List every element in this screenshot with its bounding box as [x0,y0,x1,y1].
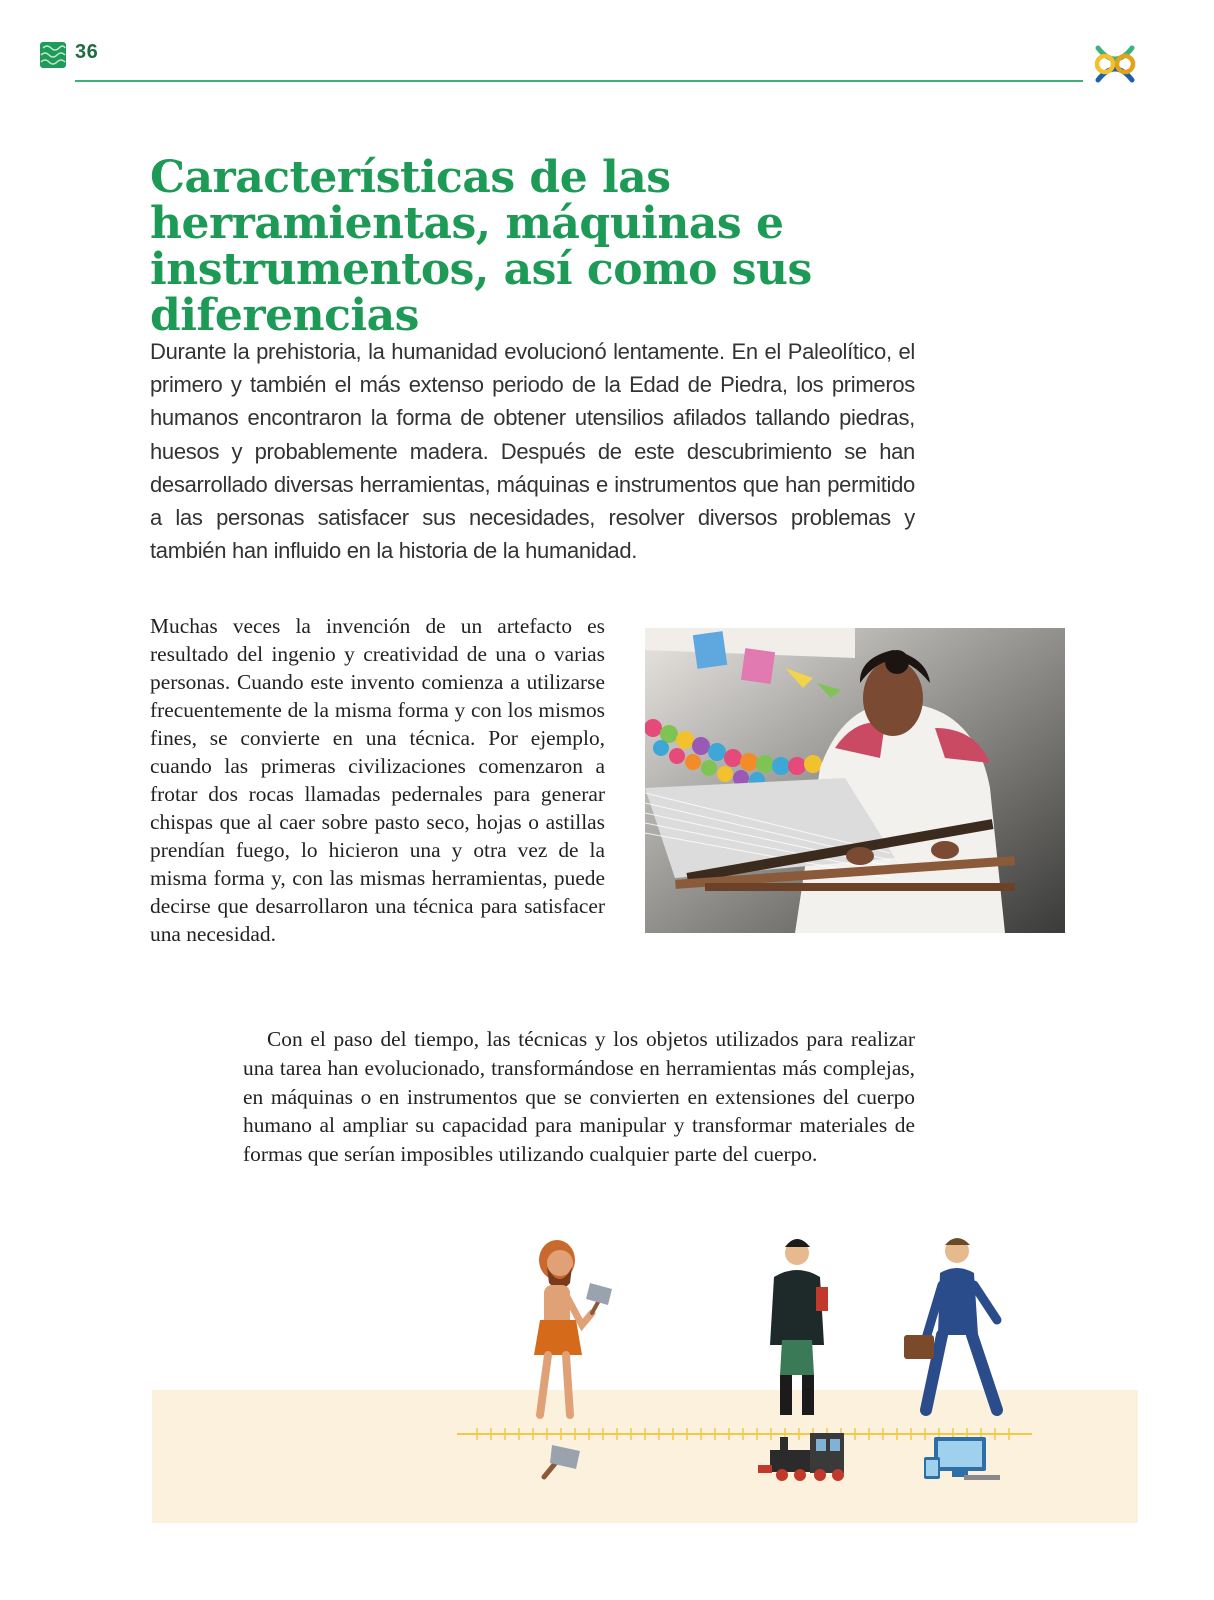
technique-paragraph: Muchas veces la invención de un artefacto es resultado del ingenio y creatividad de una o varias personas. Cuando este invento comienza a utilizarse frecuentemente de la misma forma y con los mismos fines, se convierte en una técnica. Por ejemplo, cuando las primeras civilizaciones comenzaron a frotar dos rocas llamadas pedernales para generar chispas que al caer sobre pasto seco, hojas o astillas prendían fuego, lo hicieron una y otra vez de la misma forma y, con las mismas herramientas, puede decirse que desarrollaron una técnica para satisfacer una necesidad. [150,614,605,946]
multicolor-knot-logo-icon [1092,40,1138,88]
stone-hammer-icon [544,1445,580,1477]
page-number: 36 [75,41,99,63]
19th-century-man-figure [770,1239,828,1415]
intro-paragraph: Durante la prehistoria, la humanidad evolucionó lentamente. En el Paleolítico, el primero y también el más extenso periodo de la Edad de Piedra, los primeros humanos encontraron la forma de obtener utensilios afilados tallando piedras, huesos y probablemente madera. Después de este descubrimiento se han desarrollado diversas herramientas, máquinas e instrumentos que han permitido a las personas satisfacer sus necesidades, resolver diversos problemas y también han influido en la historia de la humanidad. [150,339,915,564]
header-divider [75,80,1083,82]
technology-timeline-illustration [152,1225,1138,1525]
computer-devices-icon [924,1437,1000,1480]
steam-locomotive-icon [758,1433,844,1481]
page-title: Características de las herramientas, máquinas e instrumentos, así como sus diferencias [150,152,812,341]
caveman-figure [534,1240,612,1415]
green-pattern-badge-icon [40,42,66,68]
evolution-paragraph: Con el paso del tiempo, las técnicas y los objetos utilizados para realizar una tarea han evolucionado, transformándose en herramientas más complejas, en máquinas o en instrumentos que se convierten en extensiones del cuerpo humano al ampliar su capacidad para manipular y transformar materiales de formas que serían imposibles utilizando cualquier parte del cuerpo. [243,1027,915,1167]
weaver-at-backstrap-loom-photo [645,628,1065,933]
businessman-figure [904,1238,997,1410]
